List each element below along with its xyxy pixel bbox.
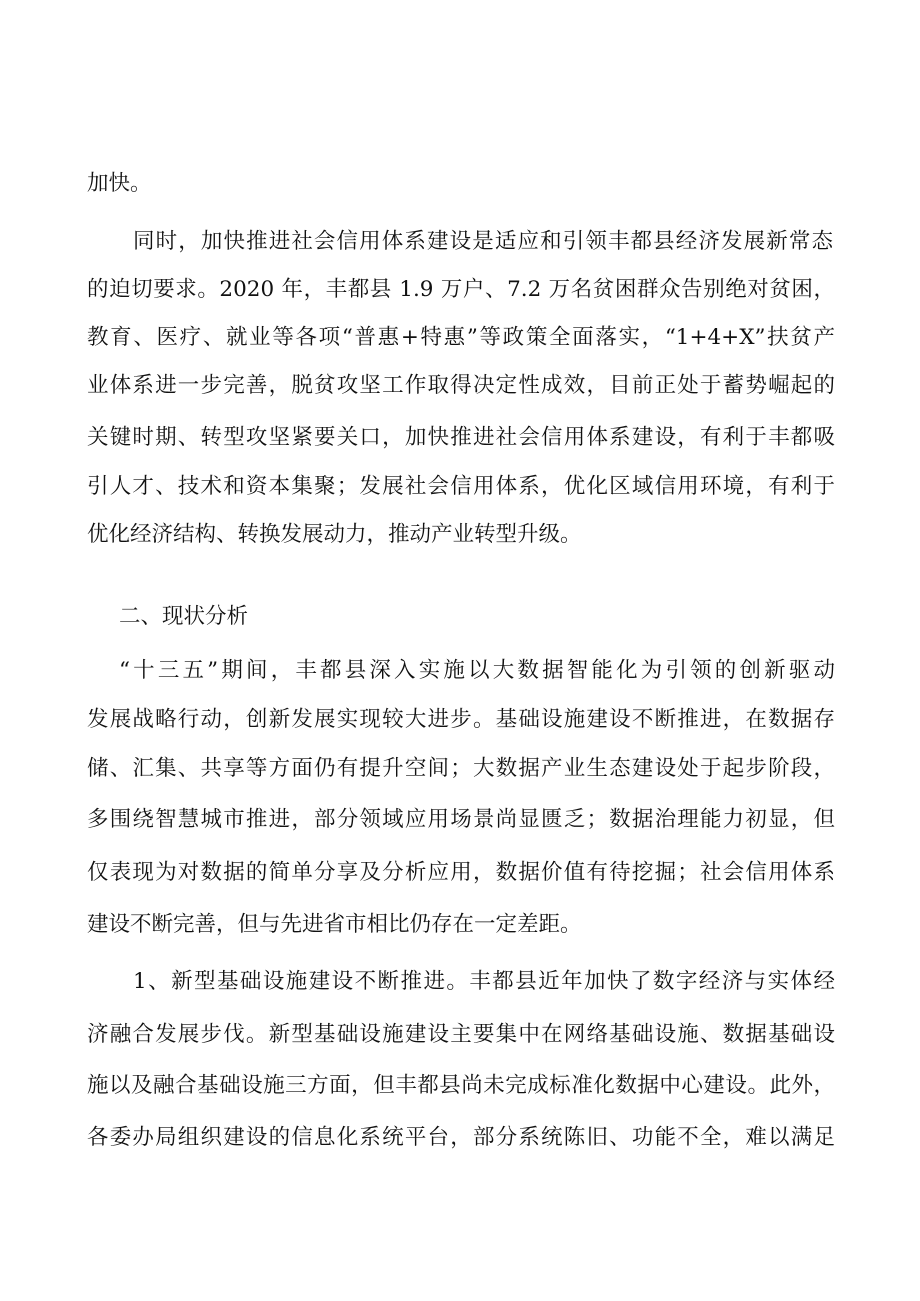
text-span: 多围绕智慧城市推进，部分领域应用场景尚显匮乏；数据治理能力初显，但 (87, 807, 835, 832)
paragraph-line (0, 853, 920, 893)
text-span: 济融合发展步伐。新型基础设施建设主要集中在网络基础设施、数据基础设 (87, 1022, 835, 1047)
section-heading (0, 597, 920, 637)
paragraph-line (0, 270, 920, 310)
paragraph-line (0, 749, 920, 789)
paragraph-line (0, 515, 920, 555)
heading-text: 二、现状分析 (119, 604, 249, 629)
text-span: 的迫切要求。2020 年，丰都县 1.9 万户、7.2 万名贫困群众告别绝对贫困， (87, 277, 835, 302)
paragraph-line (0, 800, 920, 840)
paragraph-line (0, 962, 920, 1002)
paragraph-line (0, 418, 920, 458)
text-span: 建设不断完善，但与先进省市相比仍存在一定差距。 (87, 912, 582, 937)
text-span: 发展战略行动，创新发展实现较大进步。基础设施建设不断推进，在数据存 (87, 707, 835, 732)
text-span: 施以及融合基础设施三方面，但丰都县尚未完成标准化数据中心建设。此外， (87, 1073, 835, 1098)
text-span: 教育、医疗、就业等各项“普惠+特惠”等政策全面落实，“1+4+X”扶贫产 (87, 325, 835, 350)
paragraph-line (0, 318, 920, 358)
paragraph-line (0, 222, 920, 262)
text-span: 关键时期、转型攻坚紧要关口，加快推进社会信用体系建设，有利于丰都吸 (87, 425, 835, 450)
paragraph-line (0, 905, 920, 945)
paragraph-line (0, 1066, 920, 1106)
text-span: 储、汇集、共享等方面仍有提升空间；大数据产业生态建设处于起步阶段， (87, 756, 835, 781)
text-span: 加快。 (87, 171, 152, 196)
text-span: “十三五”期间，丰都县深入实施以大数据智能化为引领的创新驱动 (119, 658, 835, 683)
text-span: 仅表现为对数据的简单分享及分析应用，数据价值有待挖掘；社会信用体系 (87, 860, 835, 885)
text-span: 各委办局组织建设的信息化系统平台，部分系统陈旧、功能不全，难以满足 (87, 1125, 835, 1150)
text-span: 业体系进一步完善，脱贫攻坚工作取得决定性成效，目前正处于蓄势崛起的 (87, 373, 835, 398)
text-span: 1、新型基础设施建设不断推进。丰都县近年加快了数字经济与实体经 (133, 969, 835, 994)
text-span: 引人才、技术和资本集聚；发展社会信用体系，优化区域信用环境，有利于 (87, 474, 835, 499)
paragraph-line (0, 700, 920, 740)
paragraph-line (0, 651, 920, 691)
paragraph-line (0, 164, 920, 204)
paragraph-line (0, 467, 920, 507)
paragraph-line (0, 366, 920, 406)
paragraph-line (0, 1118, 920, 1158)
text-span: 同时，加快推进社会信用体系建设是适应和引领丰都县经济发展新常态 (133, 229, 833, 254)
text-span: 优化经济结构、转换发展动力，推动产业转型升级。 (87, 522, 582, 547)
paragraph-line (0, 1015, 920, 1055)
